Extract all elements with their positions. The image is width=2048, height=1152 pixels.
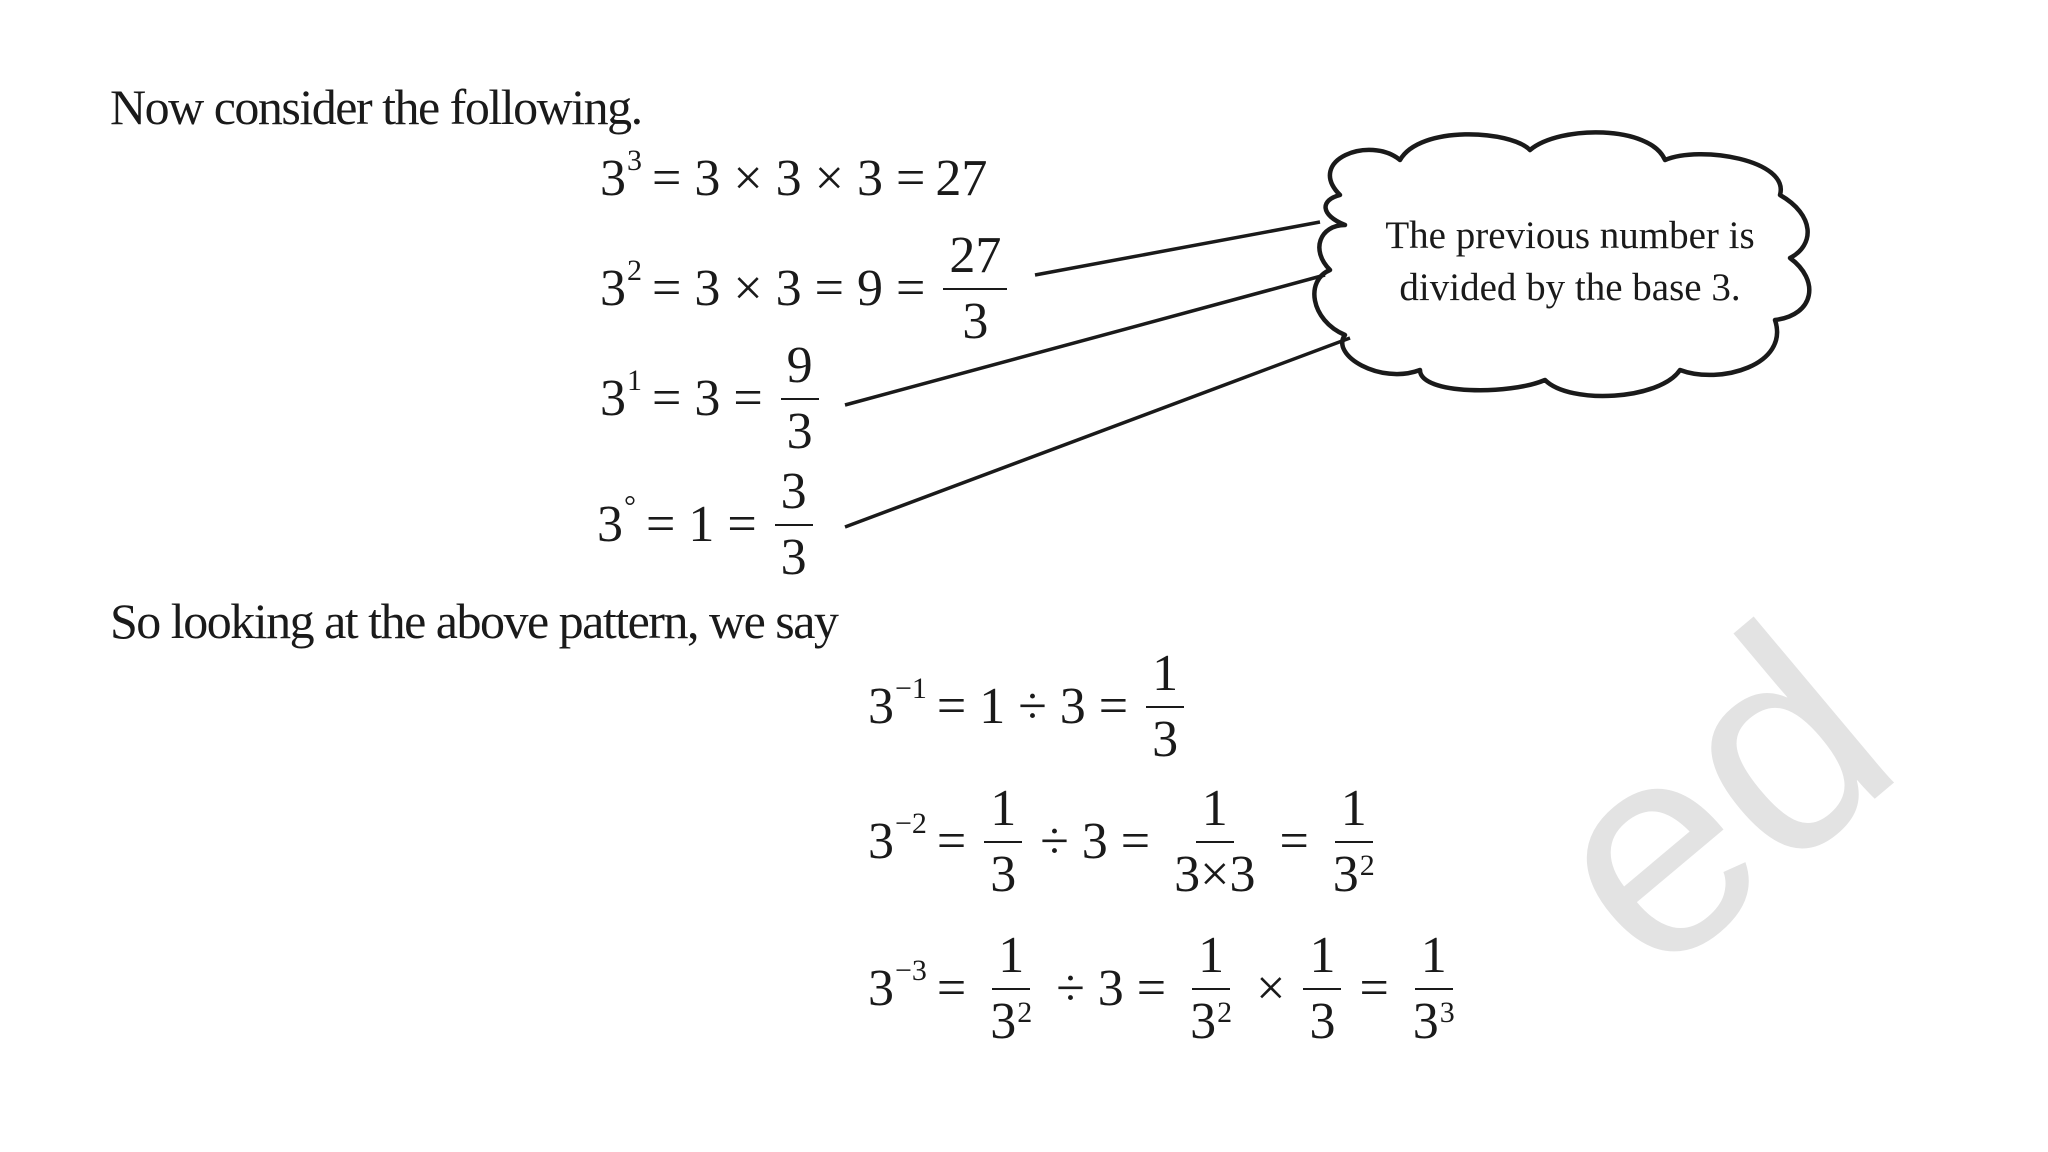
exponent: 3 [627,144,642,177]
denominator: 3 [962,293,989,350]
denominator-exponent: 2 [1217,996,1233,1029]
numerator: 1 [1192,930,1230,990]
denominator-exponent: 2 [1017,996,1033,1029]
division: ÷ 3 = [1056,960,1167,1017]
equals: = [1279,813,1309,870]
numerator: 1 [1146,648,1184,708]
base: 3 [600,370,626,427]
denominator: 3 [786,403,813,460]
base: 3 [600,150,626,207]
expression: = 3 = [652,370,763,427]
times: × [1256,960,1286,1017]
numerator: 1 [984,783,1022,843]
callout-text: The previous number is divided by the base 3. [1385,214,1755,309]
intro-text: Now consider the following. [110,79,642,135]
base: 3 [868,813,894,870]
base: 3 [597,496,623,553]
connector-line-2 [845,275,1325,405]
numerator: 1 [1415,930,1453,990]
expression: = 1 = [646,496,757,553]
exponent: −1 [895,672,927,705]
denominator-exponent: 3 [1439,996,1455,1029]
denominator-base: 3 [1412,993,1439,1050]
base: 3 [868,960,894,1017]
watermark: ed [1478,561,1951,1034]
numerator: 9 [781,340,819,400]
pattern-text: So looking at the above pattern, we say [110,593,838,649]
numerator: 1 [1303,930,1341,990]
connector-line-1 [1035,222,1320,275]
expression: = 3 × 3 × 3 = [652,150,926,207]
numerator: 3 [775,466,813,526]
denominator-exponent: 2 [1359,849,1375,882]
numerator: 1 [992,930,1030,990]
equals: = [936,813,967,870]
denominator-base: 3 [1332,846,1359,903]
equals: = [936,960,967,1017]
base: 3 [600,260,626,317]
division: ÷ 3 = [1040,813,1151,870]
numerator: 1 [1335,783,1373,843]
expression: = 3 × 3 = 9 = [652,260,926,317]
denominator-base: 3 [1190,993,1217,1050]
connector-line-3 [845,338,1350,527]
denominator-base: 3 [990,993,1017,1050]
denominator: 3 [1309,993,1336,1050]
denominator: 3 [780,529,807,586]
expression: = 1 ÷ 3 = [936,678,1129,735]
denominator: 3 [990,846,1017,903]
base: 3 [868,678,894,735]
numerator: 1 [1196,783,1234,843]
numerator: 27 [943,230,1007,290]
exponent: −2 [895,807,927,840]
equals: = [1359,960,1389,1017]
denominator: 3 [1152,711,1179,768]
result: 27 [935,150,988,207]
exponent: 2 [627,254,642,287]
exponent: 1 [627,364,642,397]
exponent: −3 [895,954,927,987]
exponent: ° [624,490,636,523]
denominator: 3×3 [1174,846,1256,903]
